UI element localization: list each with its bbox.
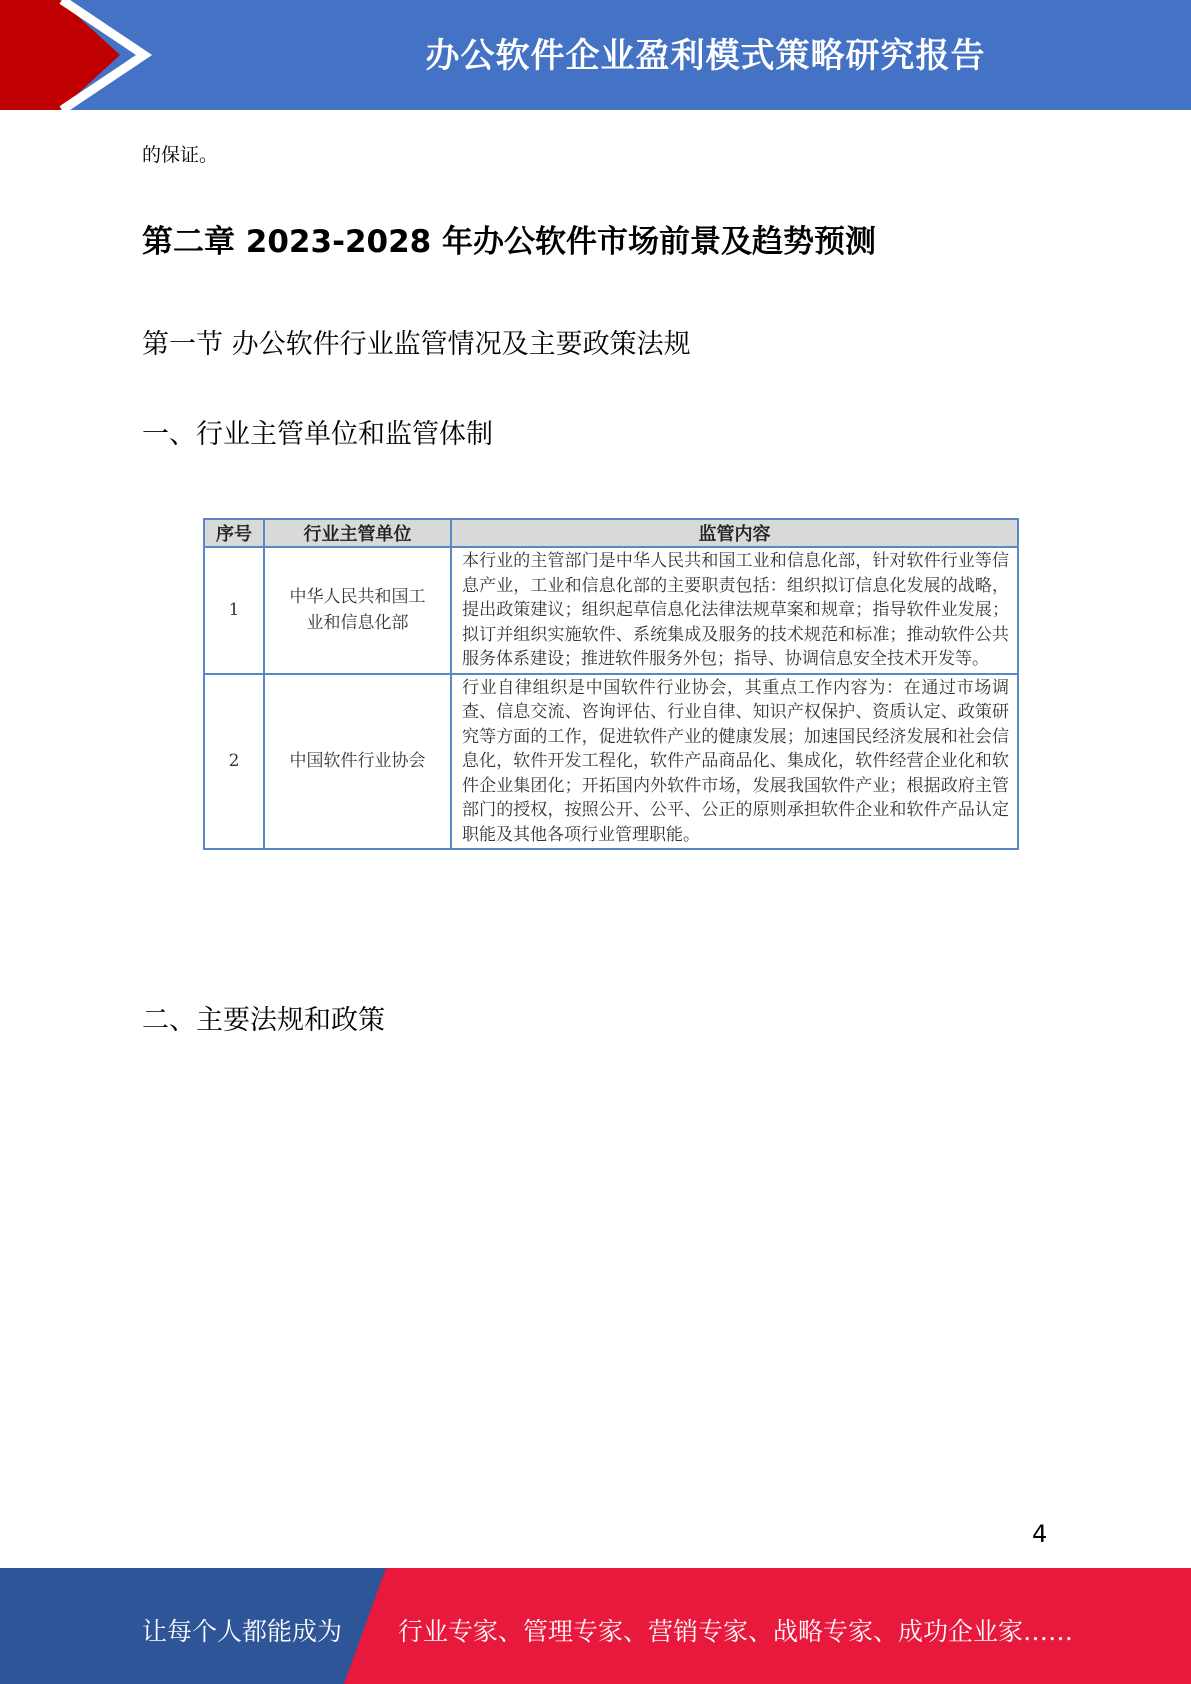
- authority-line: 中华人民共和国工: [289, 587, 426, 608]
- report-title: 办公软件企业盈利模式策略研究报告: [425, 36, 986, 76]
- header-banner: [0, 0, 1191, 110]
- row-number: 1: [204, 547, 264, 674]
- lead-text: 的保证。: [142, 144, 219, 166]
- page-number: 4: [1032, 1520, 1048, 1548]
- header-serial: 序号: [204, 519, 264, 547]
- regulator-table: [203, 518, 1017, 850]
- row-content: 行业自律组织是中国软件行业协会，其重点工作内容为：在通过市场调查、信息交流、咨询评估、行业自律、知识产权保护、资质认定、政策研究等方面的工作，促进软件产业的健康发展；加速国民经济发展和社会信息化，软件开发工程化，软件产品商品化、集成化，软件经营企业化和软件企业集团化；开拓国内外软件市场，发展我国软件产业；根据政府主管部门的授权，按照公开、公平、公正的原则承担软件企业和软件产品认定职能及其他各项行业管理职能。: [451, 674, 1018, 850]
- footer-slogan-right: 行业专家、管理专家、营销专家、战略专家、成功企业家……: [398, 1617, 1074, 1646]
- chapter-title: 第二章 2023-2028 年办公软件市场前景及趋势预测: [142, 224, 877, 260]
- authority-line: 中国软件行业协会: [289, 751, 426, 772]
- authority-line: 业和信息化部: [306, 613, 409, 634]
- row-authority: [264, 547, 451, 674]
- footer-banner: [0, 1568, 1191, 1684]
- footer-slogan-left: 让每个人都能成为: [142, 1617, 343, 1646]
- header-authority: 行业主管单位: [264, 519, 451, 547]
- row-authority: [264, 674, 451, 850]
- section-title: 第一节 办公软件行业监管情况及主要政策法规: [142, 329, 691, 360]
- table-row: [204, 547, 1018, 674]
- row-content: 本行业的主管部门是中华人民共和国工业和信息化部，针对软件行业等信息产业，工业和信息化部的主要职责包括：组织拟订信息化发展的战略，提出政策建议；组织起草信息化法律法规草案和规章；指导软件业发展；拟订并组织实施软件、系统集成及服务的技术规范和标准；推动软件公共服务体系建设；推进软件服务外包；指导、协调信息安全技术开发等。: [451, 547, 1018, 674]
- table-row: [204, 674, 1018, 850]
- row-number: 2: [204, 674, 264, 850]
- subsection-title-2: 二、主要法规和政策: [142, 1005, 385, 1036]
- table-header-row: [204, 519, 1018, 547]
- header-content: 监管内容: [451, 519, 1018, 547]
- subsection-title-1: 一、行业主管单位和监管体制: [142, 419, 493, 450]
